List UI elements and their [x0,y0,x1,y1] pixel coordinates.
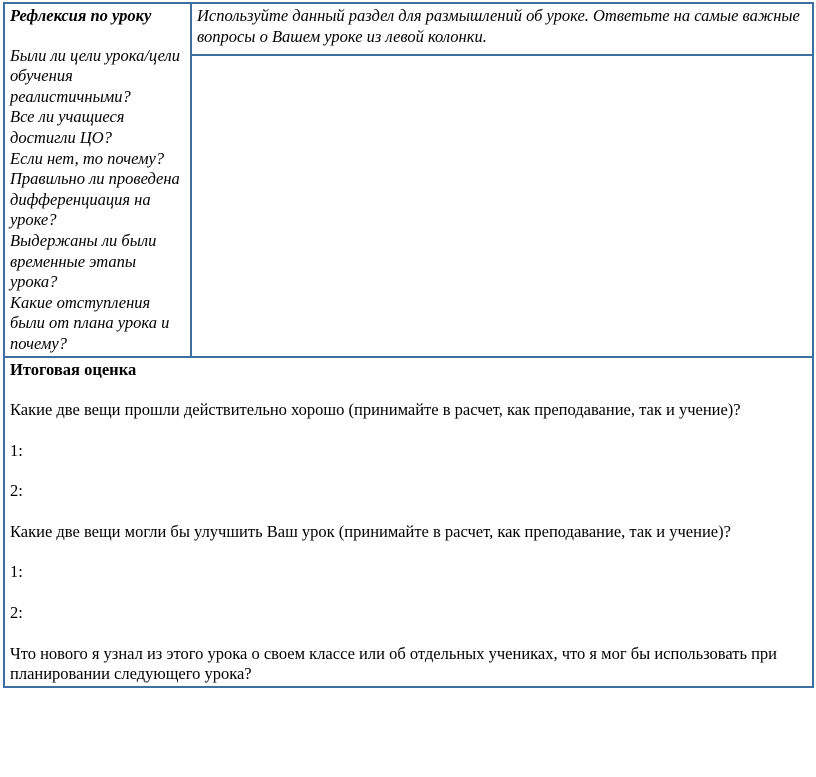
lesson-reflection-table [3,2,814,688]
summary-question-learned: Что нового я узнал из этого урока о своем классе или об отдельных учениках, что я мог бы использовать при планировании следующего урока? [10,643,778,684]
summary-answer-line[interactable]: 1: [10,440,23,460]
summary-answer-line[interactable]: 1: [10,562,23,582]
reflection-answer-area[interactable] [191,55,813,356]
reflection-question: Были ли цели урока/цели обучения реалистичными? [10,45,180,106]
reflection-questions-cell [4,3,191,357]
reflection-instruction-cell [191,3,813,55]
reflection-question: Если нет, то почему? [10,148,165,168]
reflection-question: Правильно ли проведена дифференциация на уроке? [10,169,180,230]
summary-question-improve: Какие две вещи могли бы улучшить Ваш урок (принимайте в расчет, как преподавание, так и учение)? [10,521,731,541]
summary-cell [4,357,813,687]
reflection-question: Какие отступления были от плана урока и почему? [10,292,170,353]
reflection-question: Выдержаны ли были временные этапы урока? [10,230,157,292]
summary-question-went-well: Какие две вещи прошли действительно хорошо (принимайте в расчет, как преподавание, так и учение)? [10,400,741,420]
summary-answer-line[interactable]: 2: [10,481,23,501]
reflection-question: Все ли учащиеся достигли ЦО? [10,107,125,147]
summary-title: Итоговая оценка [10,359,137,379]
summary-answer-line[interactable]: 2: [10,603,23,623]
summary-row [4,357,813,687]
reflection-instruction: Используйте данный раздел для размышлений об уроке. Ответьте на самые важные вопросы о Вашем уроке из левой колонки. [197,6,800,46]
reflection-title: Рефлексия по уроку [10,6,152,25]
reflection-row-top [4,3,813,55]
reflection-question-list [10,46,185,355]
